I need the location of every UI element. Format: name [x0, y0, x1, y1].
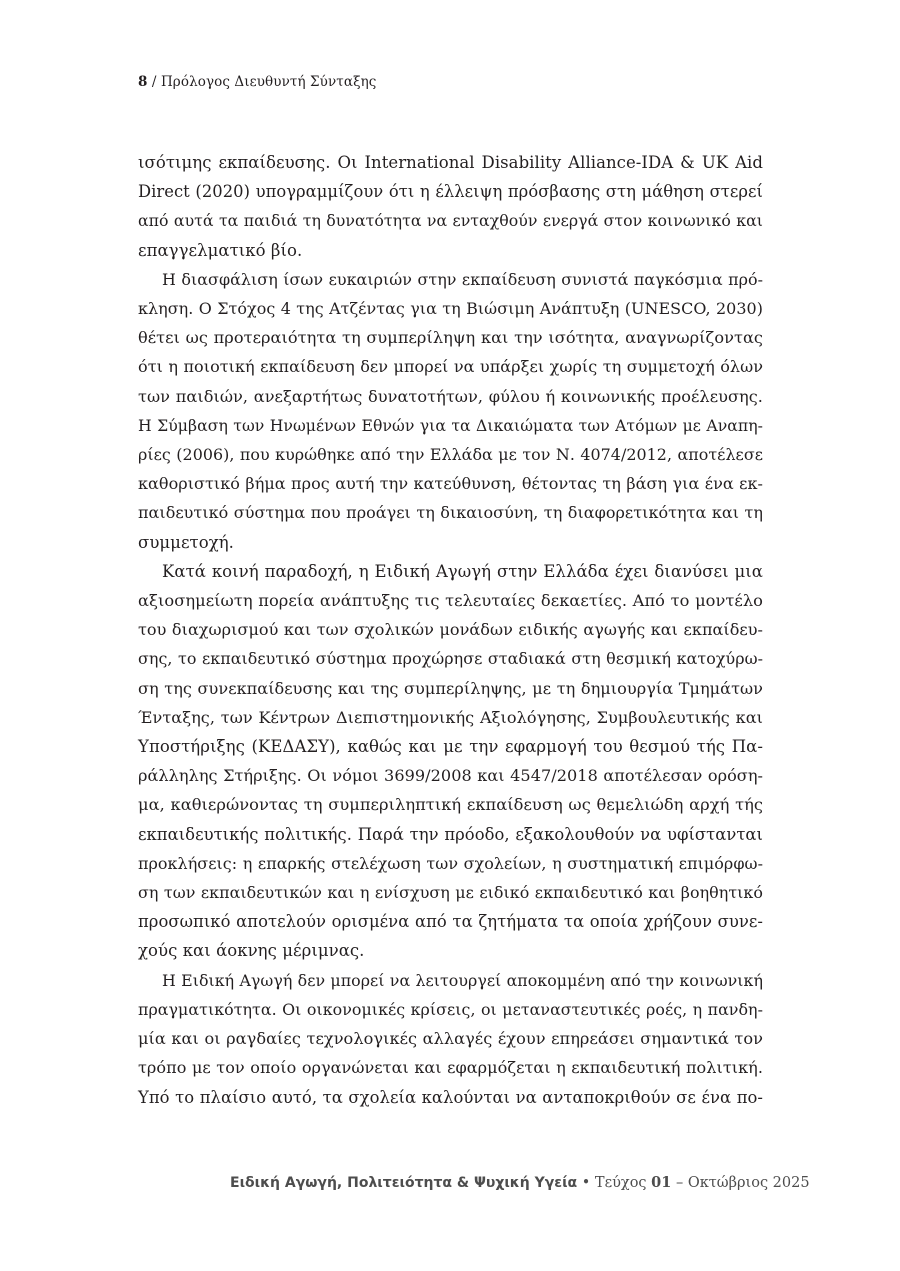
text-line: Η Σύμβαση των Ηνωμένων Εθνών για τα Δικαιώματα των Ατόμων με Αναπη-: [138, 415, 763, 435]
text-line: ισότιμης εκπαίδευσης. Οι International Disability Alliance-IDA & UK Aid: [138, 153, 763, 172]
paragraph-3: [138, 557, 763, 966]
paragraph-4: [138, 966, 763, 1112]
text-line: ράλληλης Στήριξης. Οι νόμοι 3699/2008 και 4547/2018 αποτέλεσαν ορόση-: [138, 766, 763, 786]
text-line: ότι η ποιοτική εκπαίδευση δεν μπορεί να υπάρξει χωρίς τη συμμετοχή όλων: [138, 357, 763, 377]
text-line: από αυτά τα παιδιά τη δυνατότητα να ενταχθούν ενεργά στον κοινωνικό και: [138, 211, 763, 231]
journal-title: Ειδική Αγωγή, Πολιτειότητα & Ψυχική Υγεία: [230, 1175, 578, 1191]
text-line: προσωπικό αποτελούν ορισμένα από τα ζητήματα τα οποία χρήζουν συνε-: [138, 912, 763, 932]
text-line: των παιδιών, ανεξαρτήτως δυνατοτήτων, φύλου ή κοινωνικής προέλευσης.: [138, 386, 763, 406]
text-line: αξιοσημείωτη πορεία ανάπτυξης τις τελευταίες δεκαετίες. Από το μοντέλο: [138, 591, 763, 611]
issue-date: – Οκτώβριος 2025: [671, 1175, 810, 1191]
footer-bullet: •: [577, 1175, 595, 1191]
text-line: ση των εκπαιδευτικών και η ενίσχυση με ειδικό εκπαιδευτικό και βοηθητικό: [138, 883, 763, 903]
header-separator: /: [147, 74, 161, 90]
running-header: [138, 74, 376, 90]
text-line: Η Ειδική Αγωγή δεν μπορεί να λειτουργεί αποκομμένη από την κοινωνική: [162, 970, 763, 990]
text-line: παιδευτικό σύστημα που προάγει τη δικαιοσύνη, τη διαφορετικότητα και τη: [138, 503, 763, 523]
issue-number: 01: [651, 1174, 672, 1191]
section-title: Πρόλογος Διευθυντή Σύνταξης: [160, 74, 377, 90]
text-line: πραγματικότητα. Οι οικονομικές κρίσεις, οι μεταναστευτικές ροές, η πανδη-: [138, 999, 763, 1019]
text-line: σης, το εκπαιδευτικό σύστημα προχώρησε σταδιακά στη θεσμική κατοχύρω-: [138, 649, 763, 669]
text-line: επαγγελματικό βίο.: [138, 240, 303, 260]
text-line: Κατά κοινή παραδοχή, η Ειδική Αγωγή στην Ελλάδα έχει διανύσει μια: [162, 561, 763, 581]
text-line: Ένταξης, των Κέντρων Διεπιστημονικής Αξιολόγησης, Συμβουλευτικής και: [138, 707, 763, 727]
text-line: κληση. Ο Στόχος 4 της Ατζέντας για τη Βιώσιμη Ανάπτυξη (UNESCO, 2030): [138, 299, 763, 319]
text-line: Direct (2020) υπογραμμίζουν ότι η έλλειψη πρόσβασης στη μάθηση στερεί: [138, 182, 763, 202]
text-line: Υποστήριξης (ΚΕΔΑΣΥ), καθώς και με την εφαρμογή του θεσμού τής Πα-: [138, 737, 763, 757]
text-line: τρόπο με τον οποίο οργανώνεται και εφαρμόζεται η εκπαιδευτική πολιτική.: [138, 1058, 763, 1078]
paragraph-2: [138, 265, 763, 557]
body-text: [138, 148, 763, 1112]
text-line: ρίες (2006), που κυρώθηκε από την Ελλάδα με τον Ν. 4074/2012, αποτέλεσε: [138, 445, 763, 465]
text-line: ση της συνεκπαίδευσης και της συμπερίληψης, με τη δημιουργία Τμημάτων: [138, 678, 763, 698]
text-line: του διαχωρισμού και των σχολικών μονάδων ειδικής αγωγής και εκπαίδευ-: [138, 620, 763, 640]
paragraph-1: [138, 148, 763, 265]
text-line: μία και οι ραγδαίες τεχνολογικές αλλαγές έχουν επηρεάσει σημαντικά τον: [138, 1029, 763, 1049]
text-line: καθοριστικό βήμα προς αυτή την κατεύθυνση, θέτοντας τη βάση για ένα εκ-: [138, 474, 763, 494]
text-line: χούς και άοκνης μέριμνας.: [138, 941, 365, 961]
page-number: 8: [138, 74, 148, 90]
running-footer: [230, 1174, 810, 1191]
text-line: εκπαιδευτικής πολιτικής. Παρά την πρόοδο, εξακολουθούν να υφίστανται: [138, 824, 763, 844]
text-line: συμμετοχή.: [138, 532, 234, 552]
text-line: προκλήσεις: η επαρκής στελέχωση των σχολείων, η συστηματική επιμόρφω-: [138, 853, 763, 873]
issue-label: Τεύχος: [594, 1175, 652, 1191]
text-line: θέτει ως προτεραιότητα τη συμπερίληψη και την ισότητα, αναγνωρίζοντας: [138, 328, 763, 348]
text-line: Υπό το πλαίσιο αυτό, τα σχολεία καλούνται να ανταποκριθούν σε ένα πο-: [138, 1087, 763, 1107]
text-line: μα, καθιερώνοντας τη συμπεριληπτική εκπαίδευση ως θεμελιώδη αρχή τής: [138, 795, 763, 815]
text-line: Η διασφάλιση ίσων ευκαιριών στην εκπαίδευση συνιστά παγκόσμια πρό-: [162, 269, 763, 289]
